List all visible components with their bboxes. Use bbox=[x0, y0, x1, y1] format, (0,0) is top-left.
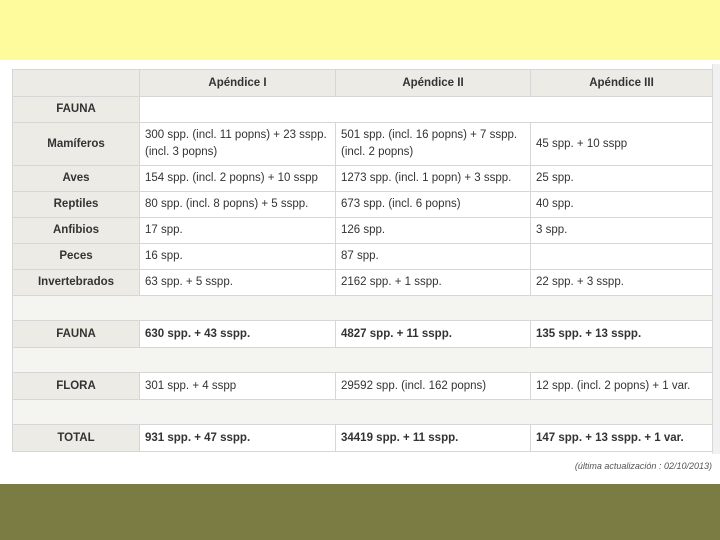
cell-appendix-1: 300 spp. (incl. 11 popns) + 23 sspp. (incl. 3 popns) bbox=[140, 123, 336, 166]
spacer-row bbox=[13, 348, 713, 373]
cell-appendix-3 bbox=[531, 244, 713, 270]
header-appendix-3: Apéndice III bbox=[531, 70, 713, 97]
row-label-total: TOTAL bbox=[13, 425, 140, 452]
table-row bbox=[13, 192, 713, 218]
cell-appendix-2: 87 spp. bbox=[336, 244, 531, 270]
cell-appendix-2: 2162 spp. + 1 sspp. bbox=[336, 270, 531, 296]
cell-appendix-2: 1273 spp. (incl. 1 popn) + 3 sspp. bbox=[336, 166, 531, 192]
cell-appendix-1: 80 spp. (incl. 8 popns) + 5 sspp. bbox=[140, 192, 336, 218]
cell-appendix-1: 301 spp. + 4 sspp bbox=[140, 373, 336, 400]
fauna-total-row bbox=[13, 321, 713, 348]
top-yellow-band bbox=[0, 0, 720, 60]
cell-appendix-1: 630 spp. + 43 sspp. bbox=[140, 321, 336, 348]
header-corner bbox=[13, 70, 140, 97]
spacer-row bbox=[13, 296, 713, 321]
table-row bbox=[13, 166, 713, 192]
spacer-cell bbox=[13, 348, 713, 373]
row-label-aves: Aves bbox=[13, 166, 140, 192]
cell-appendix-1: 154 spp. (incl. 2 popns) + 10 sspp bbox=[140, 166, 336, 192]
fauna-heading-label: FAUNA bbox=[13, 97, 140, 123]
header-appendix-2: Apéndice II bbox=[336, 70, 531, 97]
header-row bbox=[13, 70, 713, 97]
cell-appendix-2: 673 spp. (incl. 6 popns) bbox=[336, 192, 531, 218]
cell-appendix-1: 63 spp. + 5 sspp. bbox=[140, 270, 336, 296]
bottom-olive-band bbox=[0, 484, 720, 540]
table-row bbox=[13, 270, 713, 296]
cell-appendix-3: 25 spp. bbox=[531, 166, 713, 192]
cell-appendix-3: 45 spp. + 10 sspp bbox=[531, 123, 713, 166]
row-label-peces: Peces bbox=[13, 244, 140, 270]
row-label-flora: FLORA bbox=[13, 373, 140, 400]
fauna-heading-spacer bbox=[140, 97, 713, 123]
spacer-row bbox=[13, 400, 713, 425]
scrollbar-track[interactable] bbox=[712, 64, 720, 454]
cell-appendix-1: 931 spp. + 47 sspp. bbox=[140, 425, 336, 452]
total-row bbox=[13, 425, 713, 452]
cell-appendix-2: 34419 spp. + 11 sspp. bbox=[336, 425, 531, 452]
row-label-invertebrados: Invertebrados bbox=[13, 270, 140, 296]
cell-appendix-3: 22 spp. + 3 sspp. bbox=[531, 270, 713, 296]
flora-row bbox=[13, 373, 713, 400]
cell-appendix-3: 135 spp. + 13 sspp. bbox=[531, 321, 713, 348]
table-row bbox=[13, 244, 713, 270]
row-label-fauna-total: FAUNA bbox=[13, 321, 140, 348]
fauna-heading-row bbox=[13, 97, 713, 123]
cell-appendix-2: 501 spp. (incl. 16 popns) + 7 sspp. (incl. 2 popns) bbox=[336, 123, 531, 166]
table-row bbox=[13, 218, 713, 244]
header-appendix-1: Apéndice I bbox=[140, 70, 336, 97]
cell-appendix-2: 126 spp. bbox=[336, 218, 531, 244]
row-label-reptiles: Reptiles bbox=[13, 192, 140, 218]
cell-appendix-3: 12 spp. (incl. 2 popns) + 1 var. bbox=[531, 373, 713, 400]
row-label-mamiferos: Mamíferos bbox=[13, 123, 140, 166]
row-label-anfibios: Anfibios bbox=[13, 218, 140, 244]
table-row bbox=[13, 123, 713, 166]
cites-appendix-table bbox=[12, 69, 713, 452]
cell-appendix-3: 3 spp. bbox=[531, 218, 713, 244]
cell-appendix-1: 16 spp. bbox=[140, 244, 336, 270]
spacer-cell bbox=[13, 400, 713, 425]
last-update-note: (última actualización : 02/10/2013) bbox=[574, 461, 712, 471]
spacer-cell bbox=[13, 296, 713, 321]
cell-appendix-3: 147 spp. + 13 sspp. + 1 var. bbox=[531, 425, 713, 452]
cell-appendix-3: 40 spp. bbox=[531, 192, 713, 218]
cell-appendix-2: 29592 spp. (incl. 162 popns) bbox=[336, 373, 531, 400]
cell-appendix-2: 4827 spp. + 11 sspp. bbox=[336, 321, 531, 348]
cell-appendix-1: 17 spp. bbox=[140, 218, 336, 244]
